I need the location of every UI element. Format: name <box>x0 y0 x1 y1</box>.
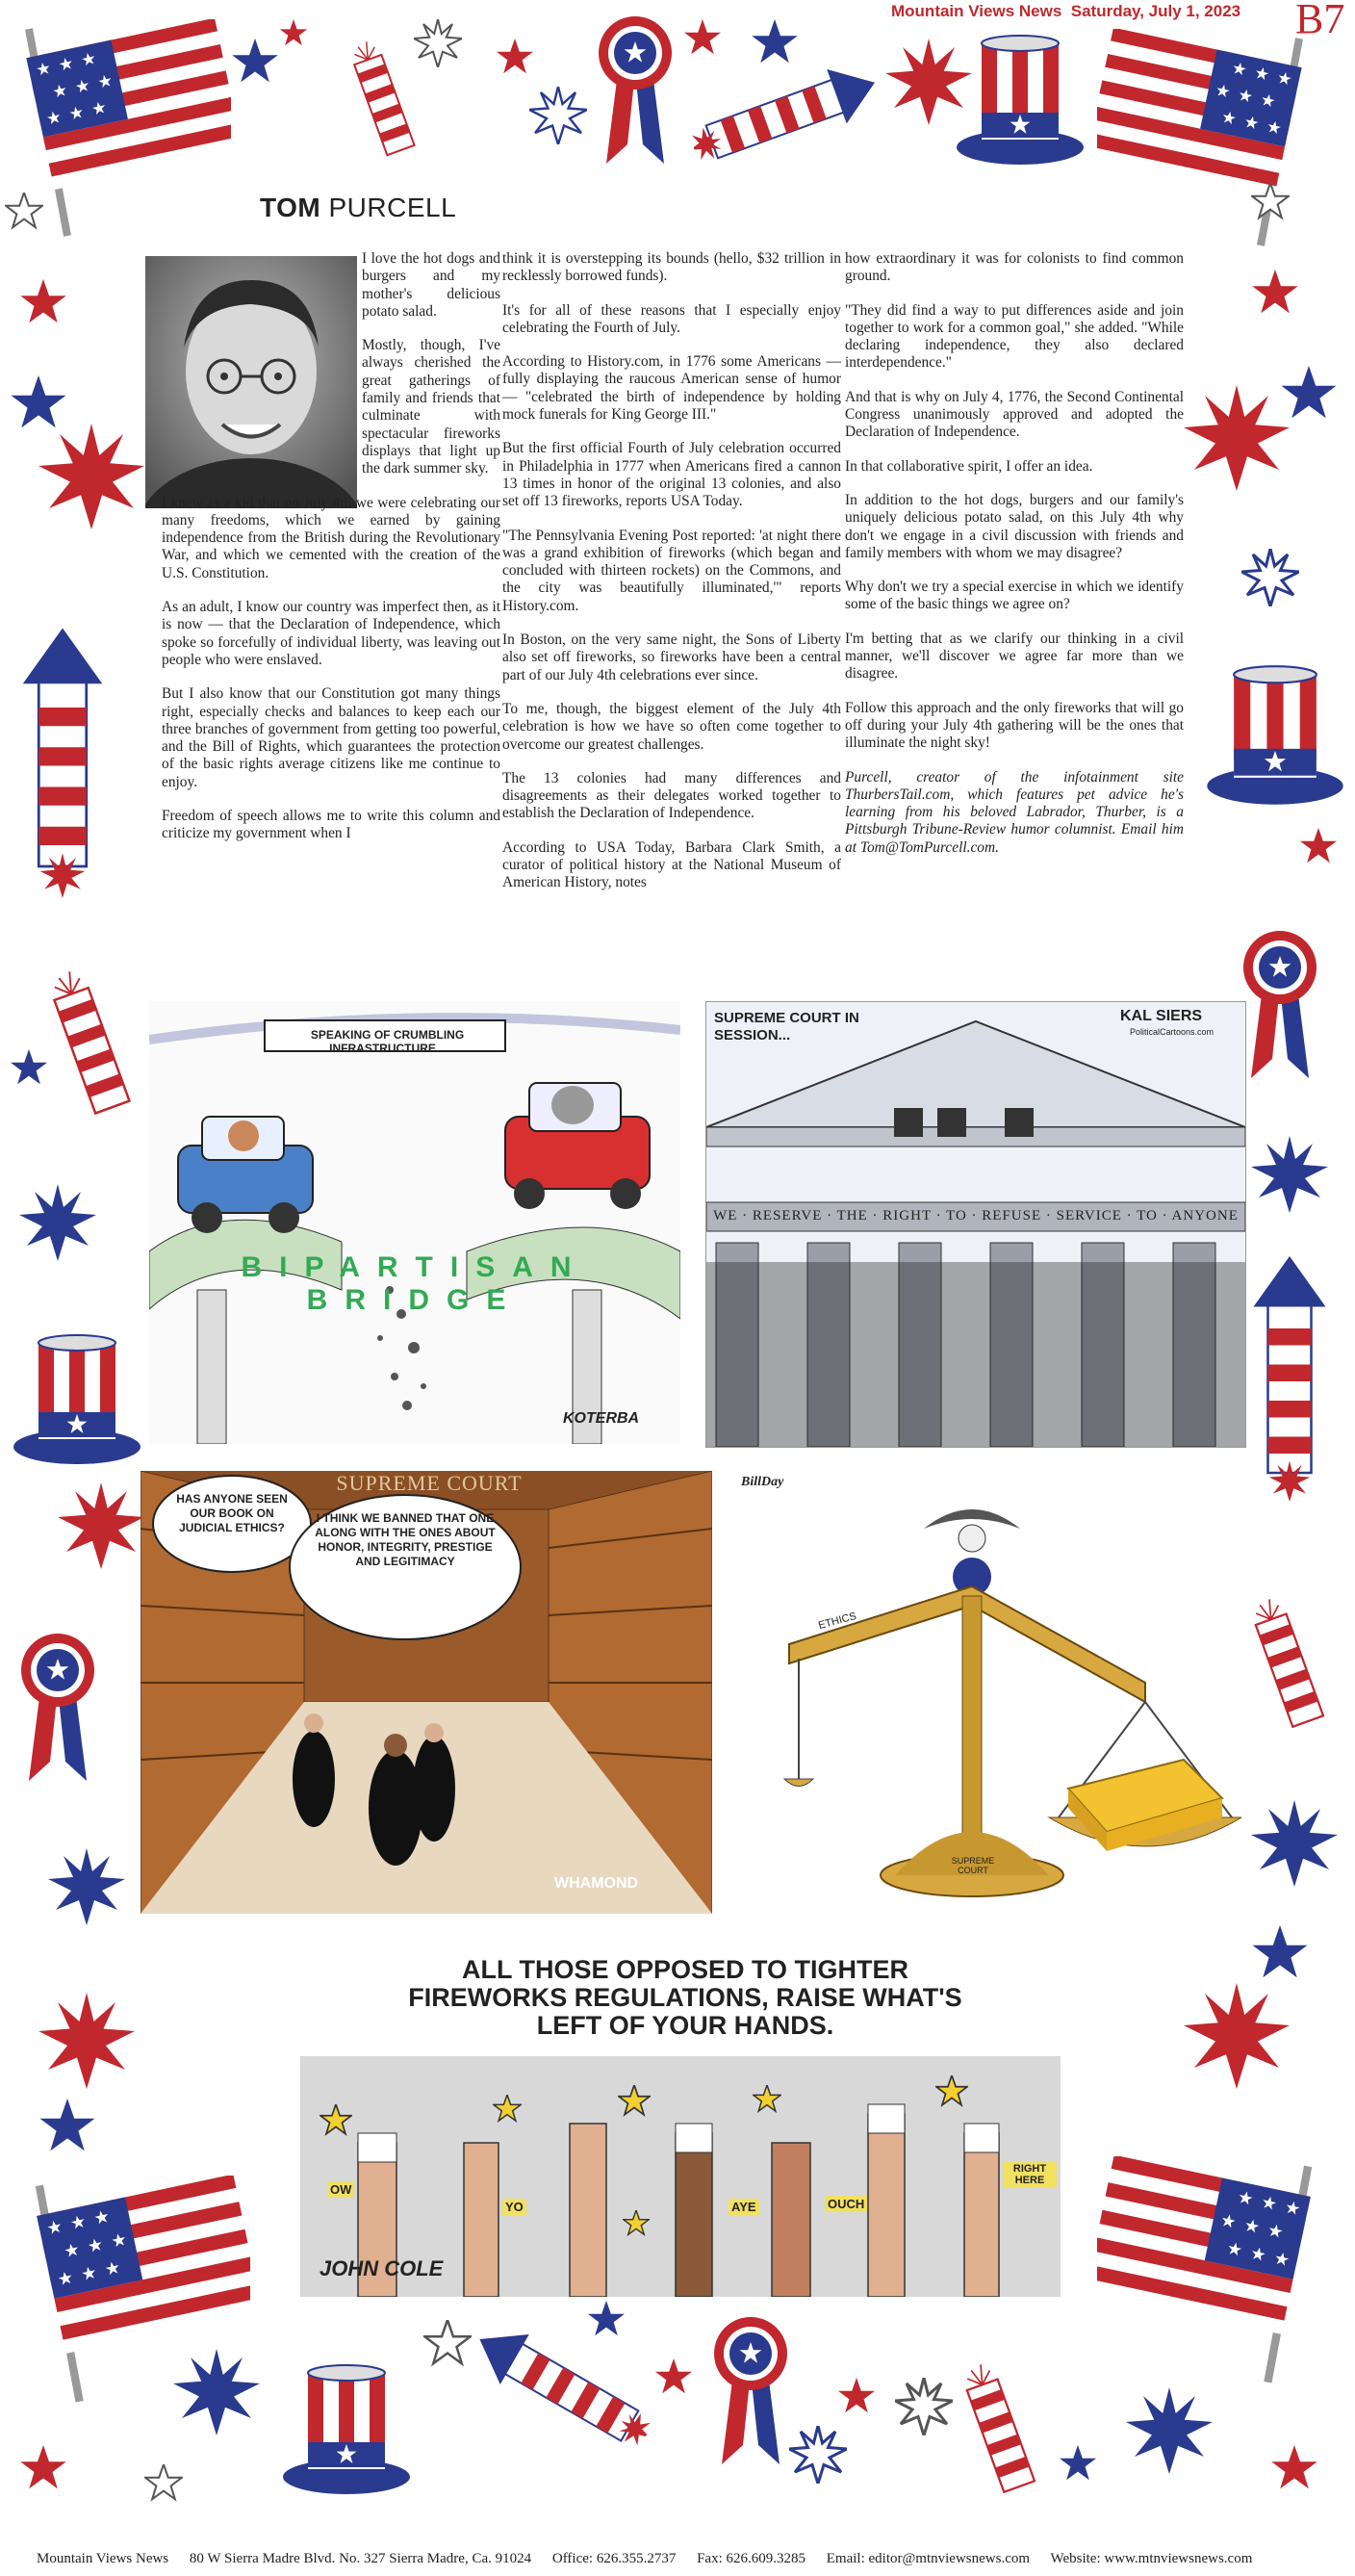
paragraph: According to USA Today, Barbara Clark Smith, a curator of political history at the National Museum of American History, notes <box>502 838 841 891</box>
paragraph: think it is overstepping its bounds (hello, $32 trillion in recklessly borrowed funds). <box>502 250 841 285</box>
star-icon <box>752 19 798 63</box>
burst-icon <box>1184 1983 1290 2089</box>
star-icon <box>232 39 278 82</box>
footer-email[interactable]: Email: editor@mtnviewsnews.com <box>826 2551 1031 2566</box>
star-icon <box>12 375 66 427</box>
firecracker-icon <box>47 967 130 1113</box>
star-icon <box>145 2464 182 2499</box>
paragraph: "The Pennsylvania Evening Post reported: 'at night there was a grand exhibition of fireworks (which began and concluded with thirteen rockets) on the Commons, and the city was beautifully illuminated,'" reports History.com. <box>502 527 841 614</box>
burst-icon <box>1184 385 1290 491</box>
article-column-1 <box>162 250 500 860</box>
burst-icon <box>414 19 462 67</box>
star-icon <box>1252 270 1298 313</box>
speech-bubble-1: HAS ANYONE SEEN OUR BOOK ON JUDICIAL ETHICS? <box>176 1492 288 1534</box>
cartoon-signature: WHAMOND <box>554 1875 639 1892</box>
article-column-2 <box>502 250 841 909</box>
cartoon-signature: BillDay <box>741 1475 784 1489</box>
paragraph: In Boston, on the very same night, the Sons of Liberty also set off fireworks, so fireworks have been a central part of our July 4th celebrations ever since. <box>502 631 841 683</box>
paragraph: I knew as a kid that on July 4th we were celebrating our many freedoms, which we earned by gaining independence from the British during the Revolutionary War, and which we cemented with the creation of the U.S. Constitution. <box>162 494 500 581</box>
paragraph: how extraordinary it was for colonists to find common ground. <box>845 250 1184 285</box>
hand-label-yo: YO <box>502 2199 526 2215</box>
cartoon-signature: JOHN COLE <box>320 2256 444 2280</box>
paragraph: I'm betting that as we clarify our thinking in a civil manner, we'll discover we agree far more than we disagree. <box>845 630 1184 683</box>
star-icon <box>20 2445 66 2488</box>
star-icon <box>655 2358 692 2393</box>
uncle-sam-hat-icon <box>283 2365 410 2494</box>
rocket-icon <box>23 629 103 899</box>
paragraph: In addition to the hot dogs, burgers and our family's uniquely delicious potato salad, on this July 4th why don't we engage in a civil discussion with friends and family members with whom we may disagree? <box>845 491 1184 561</box>
footer-fax: Fax: 626.609.3285 <box>697 2551 805 2566</box>
beam-label: ETHICS <box>817 1610 858 1633</box>
star-icon <box>1060 2445 1096 2480</box>
cartoon-signature: KAL SIERS <box>1120 1008 1203 1024</box>
frieze-inscription: WE · RESERVE · THE · RIGHT · TO · REFUSE · SERVICE · TO · ANYONE <box>713 1208 1239 1224</box>
footer-website[interactable]: Website: www.mtnviewsnews.com <box>1050 2551 1253 2566</box>
burst-icon <box>1251 1136 1328 1213</box>
star-icon <box>1282 366 1337 418</box>
author-bio: Purcell, creator of the infotainment site ThurbersTail.com, which features pet advice he's learning from his beloved Labrador, Thurber, is a Pittsburgh Tribune-Review humor columnist. Email him at Tom@TomPurcell.com. <box>845 768 1184 856</box>
hand-label-ow: OW <box>327 2181 354 2198</box>
byline <box>260 193 456 223</box>
building-label: SUPREME COURT <box>336 1471 523 1495</box>
burst-icon <box>895 2378 953 2435</box>
burst-icon <box>1126 2387 1213 2474</box>
cartoon-credit: PoliticalCartoons.com <box>1130 1027 1214 1037</box>
paragraph: But I also know that our Constitution got many things right, especially checks and balances to keep each our three branches of government from getting too powerful, and the Bill of Rights, which guarantees the protection of the basic rights average citizens like me continue to enjoy. <box>162 685 500 790</box>
article-column-3 <box>845 250 1184 873</box>
author-first-name: TOM <box>260 193 321 222</box>
page-number: B7 <box>1295 0 1345 42</box>
cartoon-banner: SPEAKING OF CRUMBLING INFRASTRUCTURE... <box>310 1028 465 1055</box>
star-icon <box>20 279 66 322</box>
rocket-icon <box>680 56 884 177</box>
cartoon-caption: SUPREME COURT IN SESSION... <box>714 1010 859 1043</box>
paragraph: Freedom of speech allows me to write this column and criticize my government when I <box>162 808 500 842</box>
star-icon <box>11 1049 47 1084</box>
star-icon <box>40 2099 95 2151</box>
bridge-label: BIPARTISAN BRIDGE <box>241 1251 589 1316</box>
star-icon <box>1300 828 1337 863</box>
uncle-sam-hat-icon <box>1207 666 1342 805</box>
paragraph <box>162 337 500 477</box>
burst-icon <box>789 2426 847 2484</box>
rocket-icon <box>465 2314 664 2462</box>
rosette-icon <box>599 16 672 164</box>
star-icon <box>1271 2445 1317 2488</box>
balloon-icon <box>497 39 533 73</box>
burst-icon <box>173 2349 260 2435</box>
base-label: SUPREME COURT <box>951 1856 995 1875</box>
paragraph: Follow this approach and the only fireworks that will go off during your July 4th gathering will be the ones that illuminate the night sky! <box>845 699 1184 752</box>
firecracker-icon <box>960 2361 1035 2492</box>
burst-icon <box>1251 1800 1338 1887</box>
footer-paper-name: Mountain Views News <box>37 2551 169 2566</box>
paragraph: I love the hot dogs and burgers and my mother's delicious potato salad. <box>362 250 500 320</box>
paragraph: It's for all of these reasons that I especially enjoy celebrating the Fourth of July. <box>502 301 841 336</box>
issue-date: Saturday, July 1, 2023 <box>1070 2 1241 20</box>
paragraph: The 13 colonies had many differences and disagreements as their delegates worked together to establish the Declaration of Independence. <box>502 769 841 822</box>
rosette-icon <box>1243 931 1317 1078</box>
uncle-sam-hat-icon <box>13 1335 141 1464</box>
hand-label-aye: AYE <box>729 2199 759 2215</box>
star-icon <box>838 2378 875 2412</box>
paragraph: According to History.com, in 1776 some Americans — fully displaying the raucous American sense of humor — "celebrated the birth of independence by holding mock funerals for King George III." <box>502 353 841 424</box>
star-icon <box>280 19 308 45</box>
footer-address: 80 W Sierra Madre Blvd. No. 327 Sierra Madre, Ca. 91024 <box>189 2551 532 2566</box>
star-icon <box>684 19 721 54</box>
cartoon-bipartisan-bridge <box>149 1001 680 1444</box>
page-footer <box>37 2551 1326 2567</box>
burst-icon <box>529 87 587 144</box>
firecracker-icon <box>1249 1596 1323 1727</box>
burst-icon <box>1241 549 1299 606</box>
footer-office-phone: Office: 626.355.2737 <box>551 2551 677 2566</box>
uncle-sam-hat-icon <box>957 36 1084 165</box>
cartoon-signature: KOTERBA <box>563 1410 640 1427</box>
flag-icon <box>1085 2155 1311 2383</box>
burst-icon <box>58 1482 144 1569</box>
paragraph-text: Mostly, though, I've always cherished the great gatherings of family and friends that culminate with spectacular fireworks displays that light up the dark summer sky. <box>362 337 500 477</box>
cartoon-supreme-court-in-session <box>705 1001 1246 1448</box>
cartoon-title: ALL THOSE OPPOSED TO TIGHTER FIREWORKS REGULATIONS, RAISE WHAT'S LEFT OF YOUR HANDS. <box>408 1955 962 2040</box>
flag-icon <box>26 18 243 236</box>
firecracker-icon <box>348 39 415 155</box>
burst-icon <box>48 1848 125 1925</box>
paragraph: But the first official Fourth of July celebration occurred in Philadelphia in 1777 when Americans fired a cannon 13 times in honor of the original 13 colonies, and also set off 13 fireworks, reports USA Today. <box>502 440 841 510</box>
burst-icon <box>885 39 972 125</box>
hand-label-right-here: RIGHT HERE <box>1003 2162 1057 2187</box>
star-icon <box>1253 1925 1308 1977</box>
rosette-icon <box>714 2317 787 2464</box>
burst-icon <box>19 1184 96 1261</box>
page-header <box>891 2 1240 21</box>
paragraph: "They did find a way to put differences aside and join together to work for a common goal," she added. "While declaring independence, they also declared interdependence." <box>845 301 1184 372</box>
paragraph: As an adult, I know our country was imperfect then, as it is now — that the Declaration of Independence, which spoke so forcefully of individual liberty, was leaving out people who were enslaved. <box>162 599 500 668</box>
paper-name: Mountain Views News <box>891 2 1062 20</box>
flag-icon <box>37 2175 263 2402</box>
paragraph: And that is why on July 4, 1776, the Second Continental Congress unanimously approved and adopted the Declaration of Independence. <box>845 388 1184 441</box>
speech-bubble-2: I THINK WE BANNED THAT ONE ALONG WITH THE ONES ABOUT HONOR, INTEGRITY, PRESTIGE AND LEGITIMACY <box>315 1511 496 1568</box>
burst-icon <box>38 424 144 529</box>
star-icon <box>6 193 42 227</box>
flag-icon <box>1086 28 1302 245</box>
rosette-icon <box>21 1634 94 1781</box>
cartoon-ethics-scales <box>731 1471 1241 1914</box>
cartoon-fireworks-regulations <box>300 1950 1061 2297</box>
burst-icon <box>38 1993 135 2089</box>
cartoon-judicial-ethics <box>141 1471 712 1914</box>
star-icon <box>588 2301 625 2335</box>
author-last-name: PURCELL <box>328 193 457 222</box>
hand-label-ouch: OUCH <box>825 2196 867 2212</box>
paragraph: In that collaborative spirit, I offer an idea. <box>845 457 1093 475</box>
paragraph: Why don't we try a special exercise in which we identify some of the basic things we agree on? <box>845 579 1184 613</box>
paragraph: To me, though, the biggest element of the July 4th celebration is how we have so often come together to overcome our greatest challenges. <box>502 700 841 753</box>
rocket-icon <box>1254 1256 1326 1502</box>
star-icon <box>424 2320 471 2363</box>
